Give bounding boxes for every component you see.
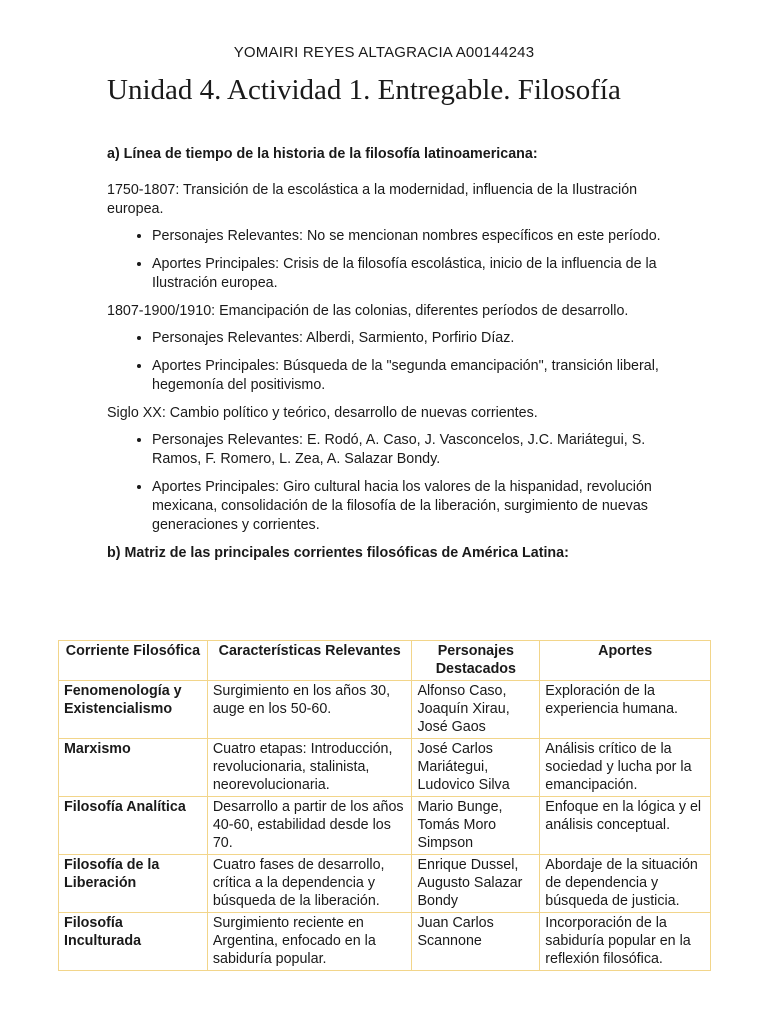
- column-header: Personajes Destacados: [412, 641, 540, 681]
- table-row: [59, 739, 711, 797]
- table-row: [59, 797, 711, 855]
- table-cell: Filosofía de la Liberación: [59, 855, 208, 913]
- table-cell: Juan Carlos Scannone: [412, 913, 540, 971]
- author-line: YOMAIRI REYES ALTAGRACIA A00144243: [233, 44, 535, 61]
- table-header-row: [59, 641, 711, 681]
- period-text: 1750-1807: Transición de la escolástica a la modernidad, influencia de la Ilustración europea.: [107, 182, 638, 217]
- table-cell: Surgimiento reciente en Argentina, enfocado en la sabiduría popular.: [207, 913, 412, 971]
- bullet-item: • Aportes Principales: Crisis de la filosofía escolástica, inicio de la influencia de la Ilustración europea.: [152, 255, 667, 293]
- table-cell: Exploración de la experiencia humana.: [540, 681, 711, 739]
- table-cell: José Carlos Mariátegui, Ludovico Silva: [412, 739, 540, 797]
- section-a-heading: a) Línea de tiempo de la historia de la filosofía latinoamericana:: [107, 146, 538, 162]
- column-header: Corriente Filosófica: [59, 641, 208, 681]
- bullet-item: • Aportes Principales: Giro cultural hacia los valores de la hispanidad, revolución mexicana, consolidación de la filosofía de la liberación, surgimiento de nuevas generaciones y corrientes.: [152, 478, 667, 535]
- section-b-heading: b) Matriz de las principales corrientes filosóficas de América Latina:: [107, 545, 569, 561]
- table-cell: Marxismo: [59, 739, 208, 797]
- philosophy-matrix-table: [58, 640, 711, 971]
- period-text: Siglo XX: Cambio político y teórico, desarrollo de nuevas corrientes.: [107, 405, 538, 421]
- bullet-item: • Personajes Relevantes: E. Rodó, A. Caso, J. Vasconcelos, J.C. Mariátegui, S. Ramos, F. Romero, L. Zea, A. Salazar Bondy.: [152, 431, 667, 469]
- period-bullets: [107, 431, 667, 535]
- table-row: [59, 855, 711, 913]
- bullet-item: • Personajes Relevantes: Alberdi, Sarmiento, Porfirio Díaz.: [152, 329, 667, 348]
- table-cell: Filosofía Inculturada: [59, 913, 208, 971]
- table-cell: Incorporación de la sabiduría popular en la reflexión filosófica.: [540, 913, 711, 971]
- table-cell: Enfoque en la lógica y el análisis conceptual.: [540, 797, 711, 855]
- table-cell: Enrique Dussel, Augusto Salazar Bondy: [412, 855, 540, 913]
- table-cell: Cuatro etapas: Introducción, revolucionaria, stalinista, neorevolucionaria.: [207, 739, 412, 797]
- section-a: [107, 145, 667, 563]
- table-cell: Desarrollo a partir de los años 40-60, estabilidad desde los 70.: [207, 797, 412, 855]
- table-cell: Abordaje de la situación de dependencia y búsqueda de justicia.: [540, 855, 711, 913]
- table-cell: Surgimiento en los años 30, auge en los 50-60.: [207, 681, 412, 739]
- period-bullets: [107, 329, 667, 395]
- table-cell: Alfonso Caso, Joaquín Xirau, José Gaos: [412, 681, 540, 739]
- table-cell: Cuatro fases de desarrollo, crítica a la dependencia y búsqueda de la liberación.: [207, 855, 412, 913]
- column-header: Características Relevantes: [207, 641, 412, 681]
- table-cell: Fenomenología y Existencialismo: [59, 681, 208, 739]
- period-bullets: [107, 227, 667, 293]
- bullet-item: • Personajes Relevantes: No se mencionan nombres específicos en este período.: [152, 227, 667, 246]
- table-cell: Mario Bunge, Tomás Moro Simpson: [412, 797, 540, 855]
- table-cell: Análisis crítico de la sociedad y lucha por la emancipación.: [540, 739, 711, 797]
- table-row: [59, 913, 711, 971]
- period-text: 1807-1900/1910: Emancipación de las colonias, diferentes períodos de desarrollo.: [107, 303, 629, 319]
- document-title: Unidad 4. Actividad 1. Entregable. Filosofía: [107, 74, 621, 106]
- bullet-item: • Aportes Principales: Búsqueda de la "segunda emancipación", transición liberal, hegemonía del positivismo.: [152, 357, 667, 395]
- column-header: Aportes: [540, 641, 711, 681]
- table-cell: Filosofía Analítica: [59, 797, 208, 855]
- table-row: [59, 681, 711, 739]
